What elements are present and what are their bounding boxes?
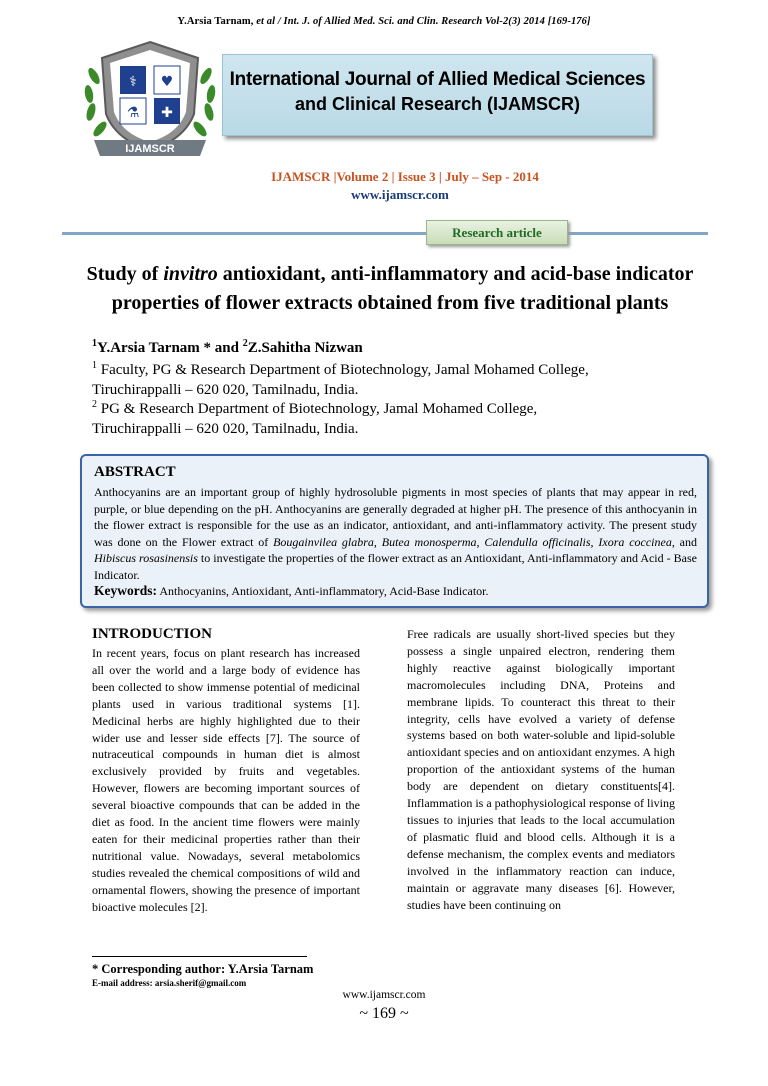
affiliation-1 — [92, 361, 712, 381]
keywords-label: Keywords: — [94, 583, 157, 598]
title-italic: invitro — [163, 263, 218, 285]
affiliation-1-line2: Tiruchirappalli – 620 020, Tamilnadu, India. — [92, 381, 359, 398]
journal-website-link[interactable]: www.ijamscr.com — [351, 187, 449, 202]
article-title — [80, 260, 700, 318]
svg-text:♥: ♥ — [160, 74, 174, 90]
author-line — [92, 340, 363, 357]
svg-text:✚: ✚ — [161, 105, 173, 121]
article-type-badge: Research article — [426, 220, 568, 245]
running-head — [0, 16, 768, 27]
svg-text:⚗: ⚗ — [126, 105, 140, 121]
journal-title-line1: International Journal of Allied Medical Sciences — [229, 69, 646, 90]
page-number: ~ 169 ~ — [359, 1005, 409, 1022]
author2-sup: 2 — [242, 338, 248, 349]
keywords-list: Anthocyanins, Antioxidant, Anti-inflammatory, Acid-Base Indicator. — [157, 584, 489, 598]
abstract-text-b: to investigate the properties of the flower extract as an Antioxidant, Anti-inflammatory and Acid - Base Indicator. — [94, 551, 697, 582]
author2-name: Z.Sahitha Nizwan — [247, 340, 363, 356]
affiliation-2-line2: Tiruchirappalli – 620 020, Tamilnadu, India. — [92, 420, 359, 437]
author1-name: Y.Arsia Tarnam * and — [97, 340, 243, 356]
keywords — [94, 583, 697, 600]
abstract-text — [94, 484, 697, 583]
affiliation-2-sup: 2 — [92, 399, 97, 410]
journal-logo — [80, 36, 220, 164]
journal-banner — [222, 54, 653, 136]
introduction-heading: INTRODUCTION — [92, 626, 213, 642]
abstract-box — [80, 454, 709, 608]
footer-website-link[interactable]: www.ijamscr.com — [342, 989, 426, 1001]
author1-sup: 1 — [92, 338, 97, 349]
email-address[interactable]: : arsia.sherif@gmail.com — [149, 978, 247, 988]
affiliation-1-line1: Faculty, PG & Research Department of Biotechnology, Jamal Mohamed College, — [97, 362, 589, 378]
introduction-left-column: In recent years, focus on plant research has increased all over the world and a large body of evidence has been collected to show immense potential of medicinal plants used in various traditional systems [1]. Medicinal herbs are highly highlighted due to their wider use and lesser side effects [7]. The source of nutraceutical compounds in human diet is almost exclusively provided by fruits and vegetables. However, flowers are becoming important sources of several bioactive compounds that can be added in the diet as food. In the ancient time flowers were mainly eaten for their medicinal properties rather than their nutritional value. Nowadays, several metabolomics studies revealed the chemical compositions of wild and ornamental flowers, showing the presence of important bioactive molecules [2]. — [92, 646, 360, 914]
affiliations — [92, 361, 712, 439]
footnote-divider — [92, 956, 307, 957]
running-head-citation: et al / Int. J. of Allied Med. Sci. and Clin. Research Vol-2(3) 2014 [169-176] — [256, 16, 591, 27]
abstract-and: , and — [671, 534, 697, 549]
affiliation-2-line1: PG & Research Department of Biotechnology, Jamal Mohamed College, — [97, 401, 538, 417]
running-head-author: Y.Arsia Tarnam, — [177, 16, 254, 27]
journal-title-line2: and Clinical Research (IJAMSCR) — [294, 94, 581, 114]
abstract-text-a: Anthocyanins are an important group of highly hydrosoluble pigments in most species of plants that may appear in red, purple, or blue depending on the pH. Anthocyanins are generally degraded at higher pH. The presence of this anthocyanin in the flower extract is responsible for the use as an indicator, antioxidant, and anti-inflammatory activity. The present study was done on the Flower extract of — [94, 485, 697, 549]
corresponding-author: * Corresponding author: Y.Arsia Tarnam — [92, 962, 314, 976]
logo-text: IJAMSCR — [125, 143, 175, 155]
email-line — [92, 978, 246, 988]
abstract-heading: ABSTRACT — [94, 464, 176, 480]
title-prefix: Study of — [86, 263, 164, 285]
title-rest: antioxidant, anti-inflammatory and acid-base indicator properties of flower extracts obtained from five traditional plants — [111, 263, 694, 314]
volume-line: IJAMSCR |Volume 2 | Issue 3 | July – Sep - 2014 — [271, 169, 539, 184]
svg-text:⚕: ⚕ — [129, 74, 137, 90]
introduction-right-column: Free radicals are usually short-lived species but they possess a single unpaired electron, rendering them highly reactive against biologically important macromolecules including DNA, Proteins and membrane lipids. To counteract this threat to their integrity, cells have evolved a variety of defense systems based on both water-soluble and lipid-soluble antioxidant species and on antioxidant enzymes. A high proportion of the antioxidant systems of the human body are dependent on dietary constituents[4]. Inflammation is a pathophysiological response of living tissues to injuries that leads to the local accumulation of plasmatic fluid and blood cells. Although it is a defense mechanism, the complex events and mediators involved in the inflammatory reaction can induce, maintain or aggravate many diseases [6]. However, studies have been continuing on — [407, 627, 675, 912]
abstract-species-2: Hibiscus rosasinensis — [94, 551, 198, 565]
email-label: E-mail address — [92, 978, 150, 988]
affiliation-1-sup: 1 — [92, 360, 97, 371]
abstract-species: Bougainvilea glabra, Butea monosperma, Calendulla officinalis, Ixora coccinea — [273, 534, 672, 549]
affiliation-2 — [92, 400, 712, 420]
header-divider — [62, 232, 708, 235]
